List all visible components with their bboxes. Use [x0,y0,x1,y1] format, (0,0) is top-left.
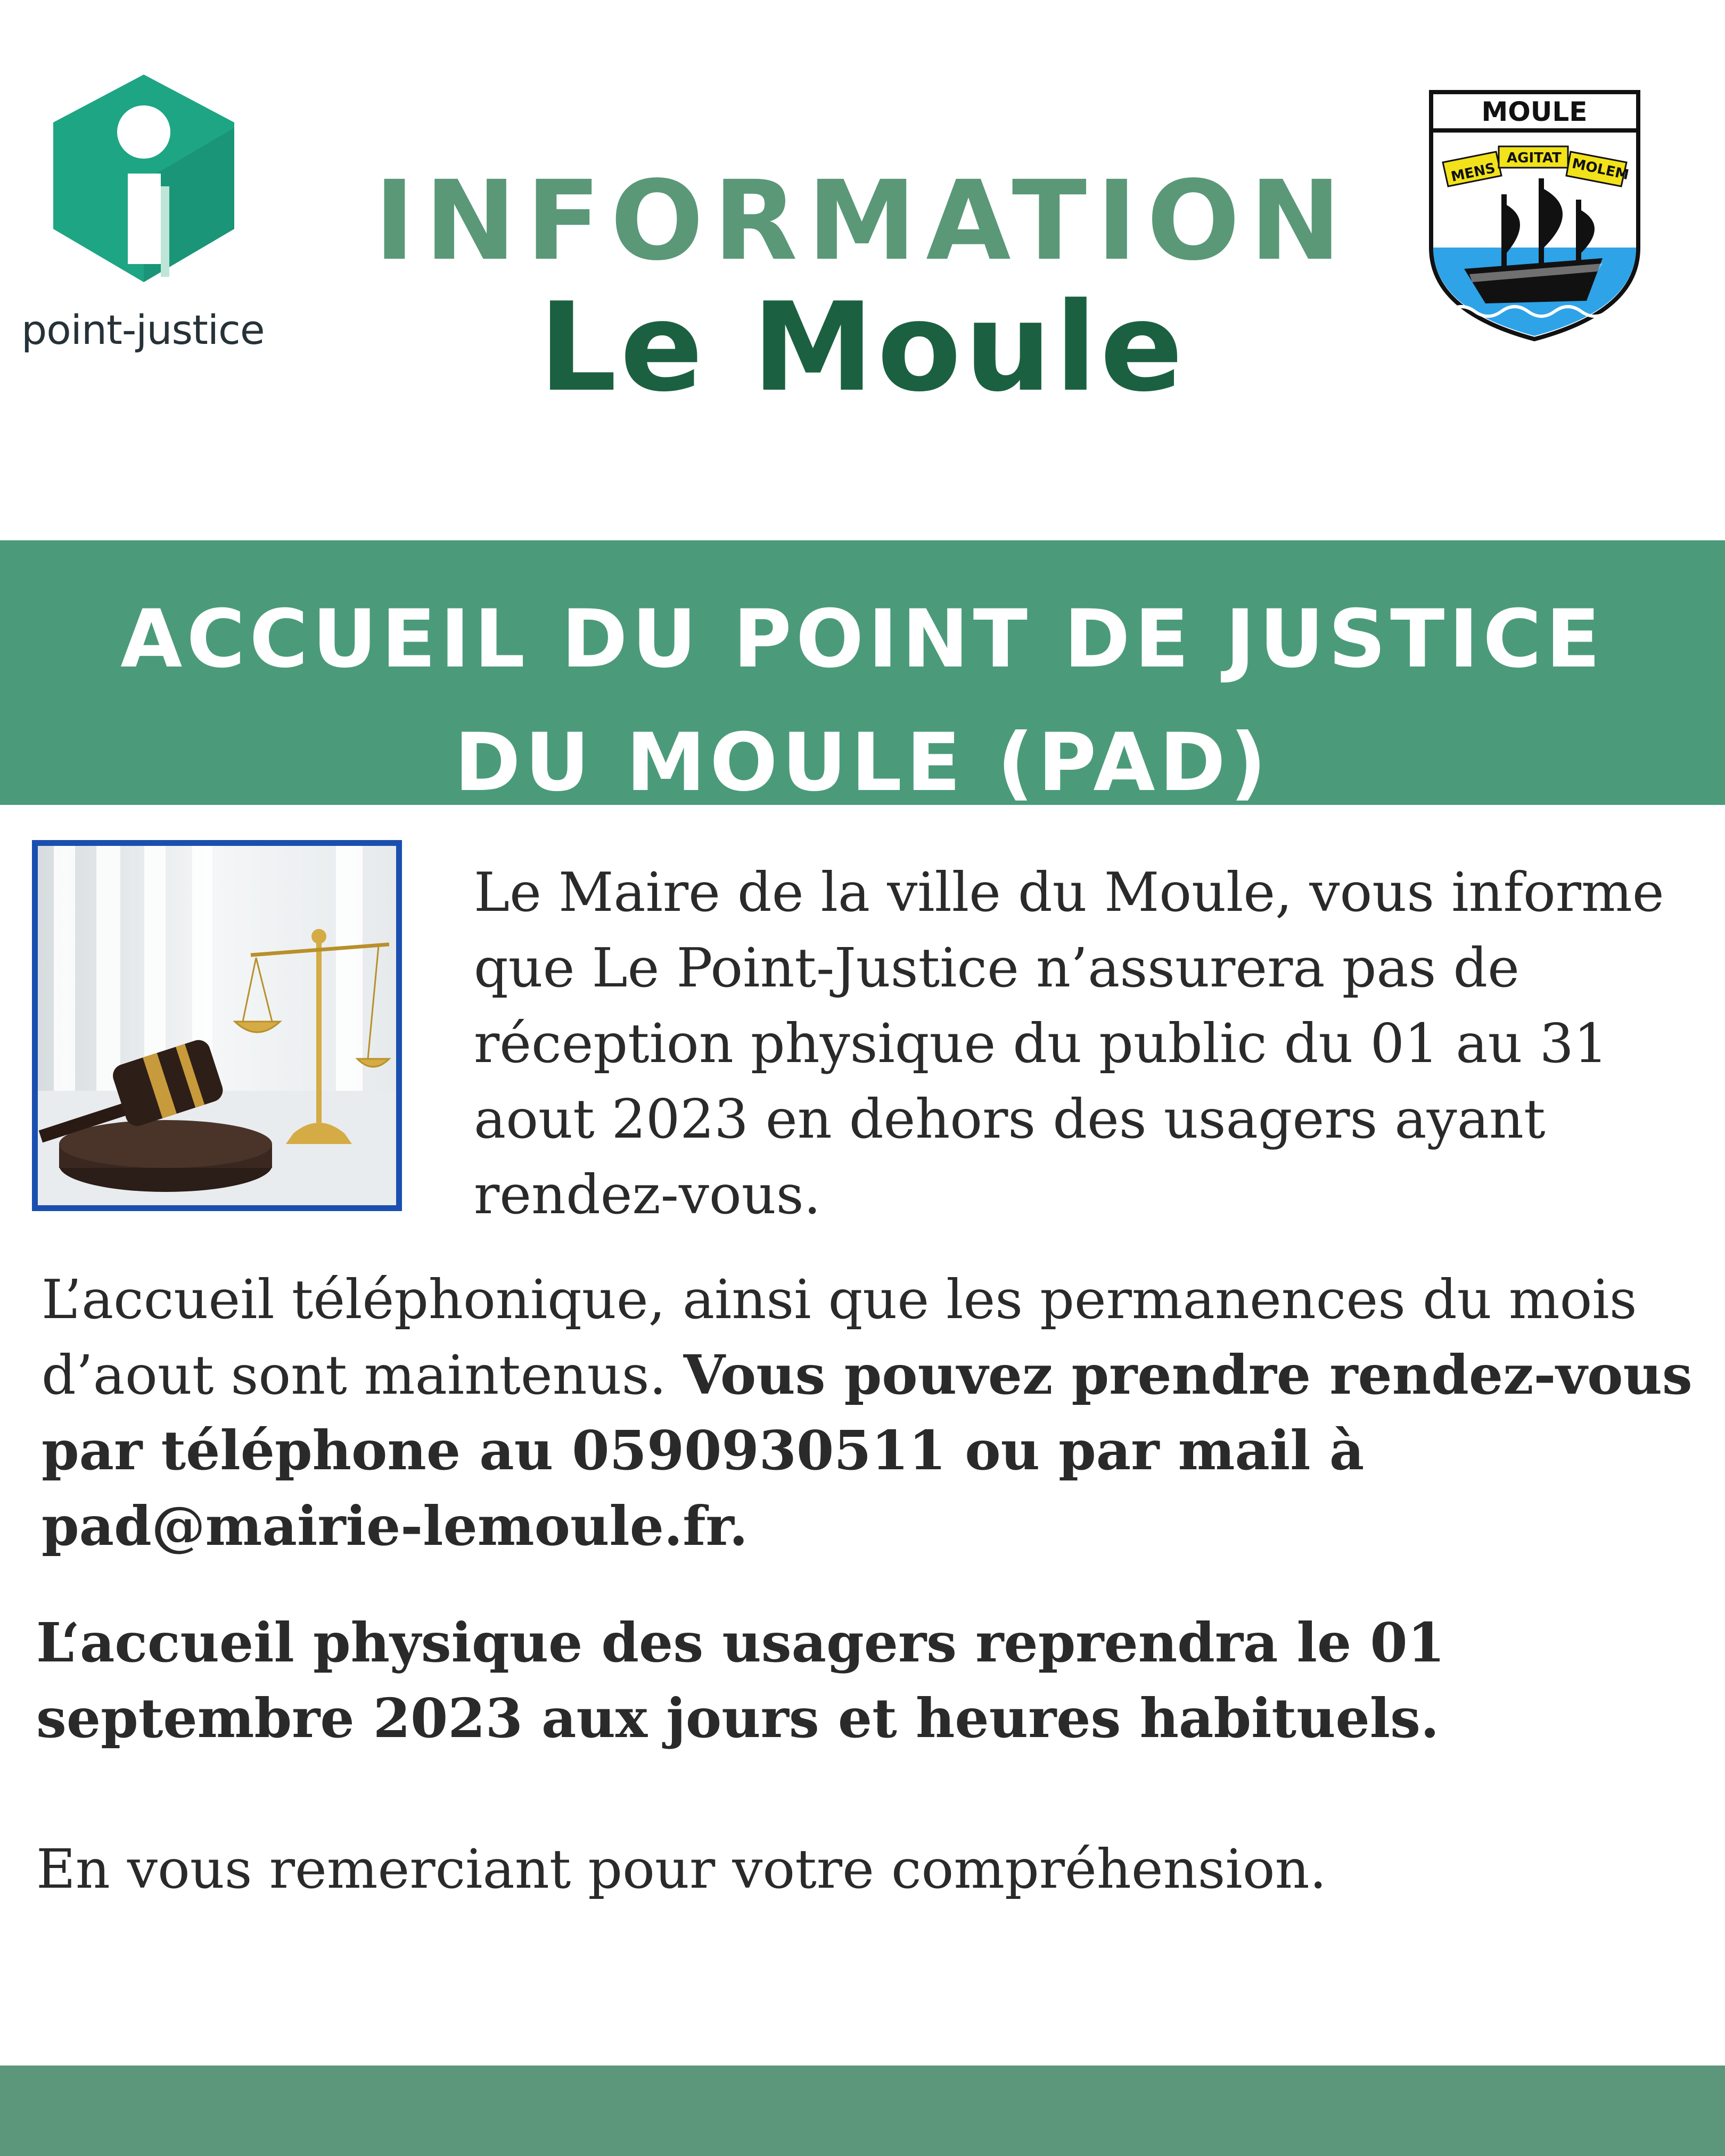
intro-paragraph: Le Maire de la ville du Moule, vous informe que Le Point-Justice n’assurera pas de réception physique du public du 01 au 31 aout 2023 en dehors des usagers ayant rendez-vous. [474,861,1664,1226]
page-subtitle: Le Moule [538,277,1187,419]
banner-title [0,578,1725,825]
reopening-paragraph: L‘accueil physique des usagers reprendra le 01 septembre 2023 aux jours et heures habituels. [36,1611,1445,1750]
contact-text: L’accueil téléphonique, ainsi que les permanences du mois d’aout sont maintenus. [42,1268,1637,1406]
banner-line-1: ACCUEIL DU POINT DE JUSTICE [120,593,1605,686]
crest-name: MOULE [1481,96,1588,127]
contact-paragraph [42,1262,1697,1564]
contact-details: Vous pouvez prendre rendez-vous par téléphone au 0590930511 ou par mail à pad@mairie-lemoule.fr. [42,1343,1693,1558]
page-title: INFORMATION [374,157,1351,285]
crest-motto-right: MOLEM [1570,155,1630,184]
footer-bar [0,2066,1725,2156]
crest-motto-left: MENS [1449,160,1497,185]
banner-line-2: DU MOULE (PAD) [454,717,1271,809]
closing-paragraph: En vous remerciant pour votre compréhension. [36,1838,1327,1900]
logo-text: point-justice [21,306,265,353]
title-banner [0,540,1725,809]
crest-motto-center: AGITAT [1507,150,1562,166]
town-crest [1427,88,1642,343]
justice-photo [32,840,402,1211]
